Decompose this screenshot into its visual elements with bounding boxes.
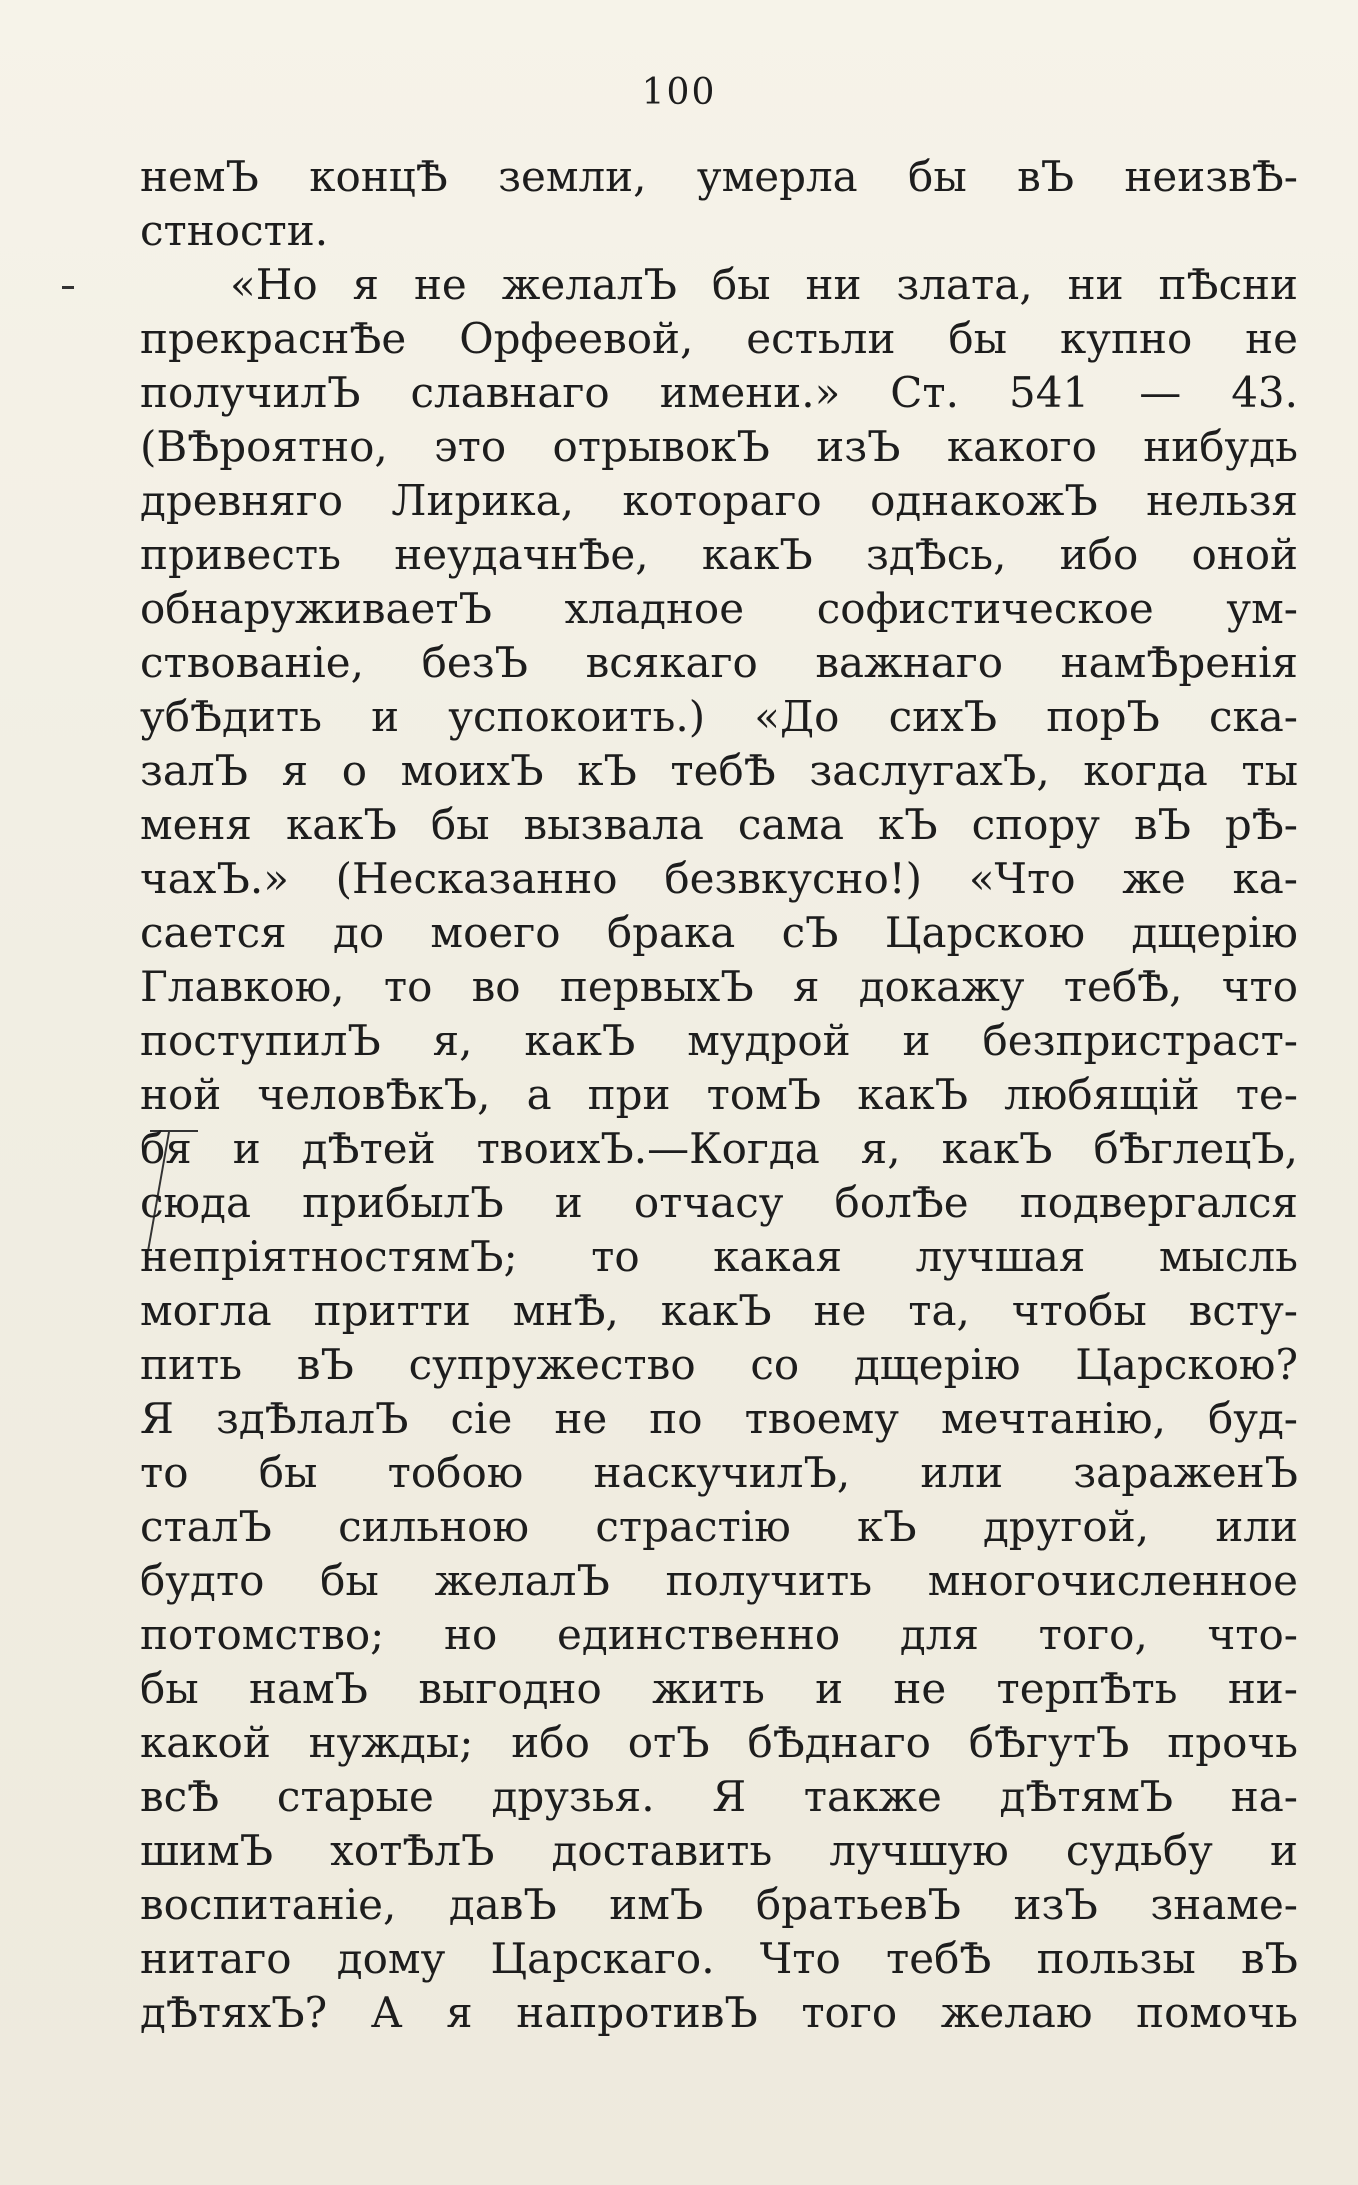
text-line: ствованіе, безЪ всякаго важнаго намѢренія [140, 638, 1298, 687]
text-line: бы намЪ выгодно жить и не терпѢть ни- [140, 1664, 1298, 1713]
text-line: сюда прибылЪ и отчасу болѢе подвергался [140, 1178, 1298, 1227]
page-number: 100 [641, 72, 717, 113]
text-line: убѢдить и успокоить.) «До сихЪ порЪ ска- [140, 692, 1298, 741]
text-line: шимЪ хотѢлЪ доставить лучшую судьбу и [140, 1826, 1298, 1875]
text-line: потомство; но единственно для того, что- [140, 1610, 1298, 1659]
text-line: немЪ концѢ земли, умерла бы вЪ неизвѢ- [140, 152, 1298, 201]
text-line: поступилЪ я, какЪ мудрой и безпристраст- [140, 1016, 1298, 1065]
text-line: Я здѢлалЪ сіе не по твоему мечтанію, буд- [140, 1394, 1298, 1443]
text-line: могла притти мнѢ, какЪ не та, чтобы всту- [140, 1286, 1298, 1335]
text-line: древняго Лирика, котораго однакожЪ нельзя [140, 476, 1298, 525]
text-line: чахЪ.» (Несказанно безвкусно!) «Что же ка- [140, 854, 1298, 903]
text-line: получилЪ славнаго имени.» Ст. 541 — 43. [140, 368, 1298, 417]
text-line: дѢтяхЪ? А я напротивЪ того желаю помочь [140, 1988, 1298, 2037]
margin-dash-mark [62, 286, 74, 289]
text-line: бя и дѢтей твоихЪ.—Когда я, какЪ бѢглецЪ, [140, 1124, 1298, 1173]
text-line: пить вЪ супружество со дщерію Царскою? [140, 1340, 1298, 1389]
text-line: воспитаніе, давЪ имЪ братьевЪ изЪ знаме- [140, 1880, 1298, 1929]
text-line: то бы тобою наскучилЪ, или зараженЪ [140, 1448, 1298, 1497]
text-line: меня какЪ бы вызвала сама кЪ спору вЪ рѢ- [140, 800, 1298, 849]
body-text [140, 150, 1298, 2040]
text-line: сталЪ сильною страстію кЪ другой, или [140, 1502, 1298, 1551]
text-line: будто бы желалЪ получить многочисленное [140, 1556, 1298, 1605]
text-line: непріятностямЪ; то какая лучшая мысль [140, 1232, 1298, 1281]
text-line: нитаго дому Царскаго. Что тебѢ пользы вЪ [140, 1934, 1298, 1983]
text-line: Главкою, то во первыхЪ я докажу тебѢ, что [140, 962, 1298, 1011]
text-line: (ВѢроятно, это отрывокЪ изЪ какого нибудь [140, 422, 1298, 471]
text-line: прекраснѢе Орфеевой, естьли бы купно не [140, 314, 1298, 363]
text-line: «Но я не желалЪ бы ни злата, ни пѢсни [230, 260, 1298, 309]
text-line: залЪ я о моихЪ кЪ тебѢ заслугахЪ, когда ты [140, 746, 1298, 795]
text-line: обнаруживаетЪ хладное софистическое ум- [140, 584, 1298, 633]
text-line: сается до моего брака сЪ Царскою дщерію [140, 908, 1298, 957]
text-line: всѢ старые друзья. Я также дѢтямЪ на- [140, 1772, 1298, 1821]
text-line: стности. [140, 206, 329, 255]
text-line: какой нужды; ибо отЪ бѢднаго бѢгутЪ прочь [140, 1718, 1298, 1767]
text-line: ной человѢкЪ, а при томЪ какЪ любящій те- [140, 1070, 1298, 1119]
text-line: привесть неудачнѢе, какЪ здѢсь, ибо оной [140, 530, 1298, 579]
